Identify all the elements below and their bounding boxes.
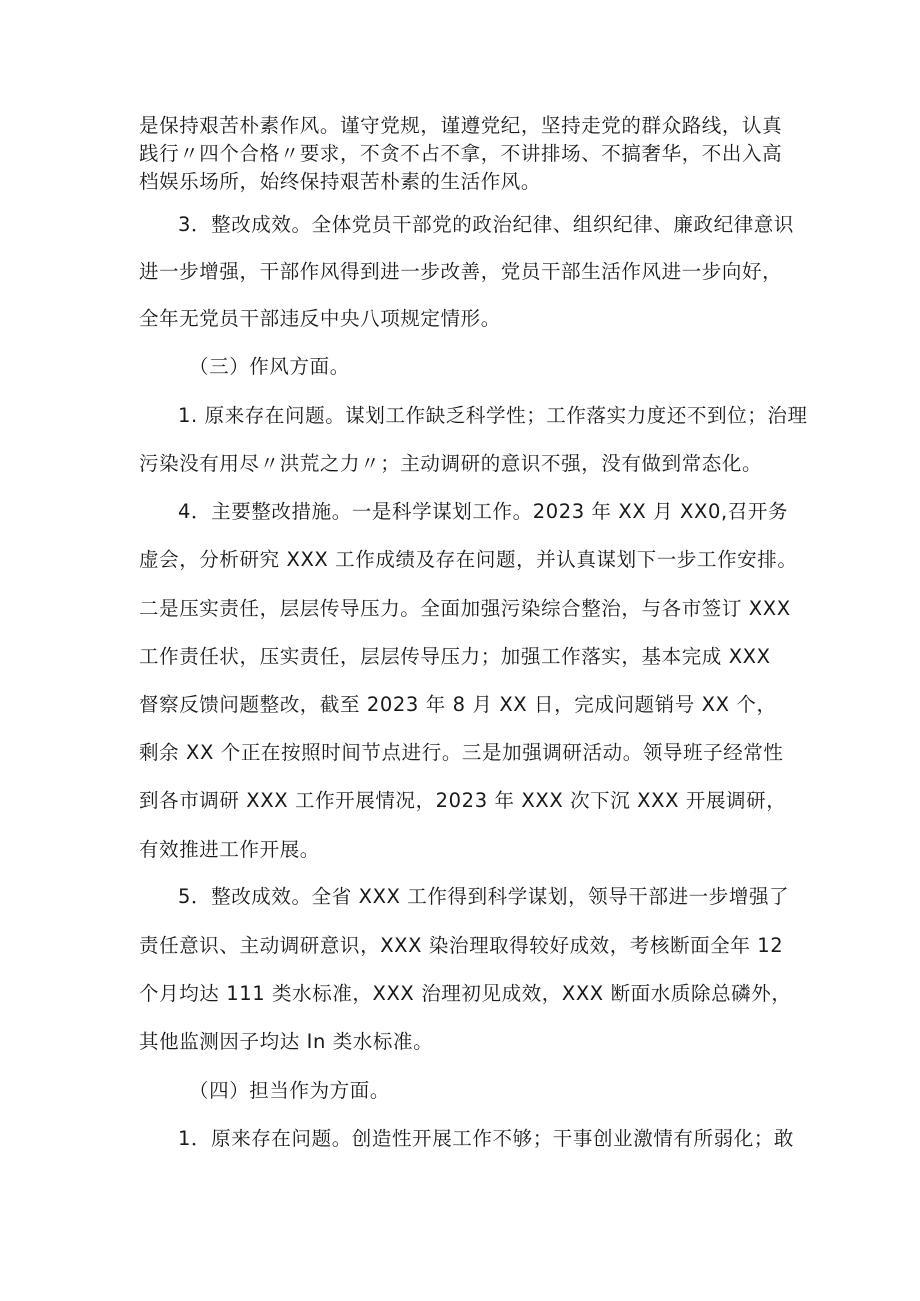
paragraph-line: 工作责任状，压实责任，层层传导压力；加强工作落实，基本完成 XXX <box>139 645 771 668</box>
paragraph-line: 进一步增强，干部作风得到进一步改善，党员干部生活作风进一步向好， <box>139 260 783 283</box>
paragraph-line: 5．整改成效。全省 XXX 工作得到科学谋划，领导干部进一步增强了 <box>178 885 790 908</box>
paragraph-line: 有效推进工作开展。 <box>139 838 320 861</box>
paragraph-line: 是保持艰苦朴素作风。谨守党规，谨遵党纪，坚持走党的群众路线，认真 <box>139 114 783 137</box>
paragraph-line: 责任意识、主动调研意识，XXX 染治理取得较好成效，考核断面全年 12 <box>139 934 784 957</box>
paragraph-line: 虚会，分析研究 XXX 工作成绩及存在问题，并认真谋划下一步工作安排。 <box>139 548 798 571</box>
paragraph-line: 其他监测因子均达 In 类水标准。 <box>139 1030 434 1053</box>
paragraph-line: 档娱乐场所，始终保持艰苦朴素的生活作风。 <box>139 170 542 193</box>
paragraph-line: 全年无党员干部违反中央八项规定情形。 <box>139 307 501 330</box>
paragraph-line: 剩余 XX 个正在按照时间节点进行。三是加强调研活动。领导班子经常性 <box>139 741 784 764</box>
paragraph-line: 督察反馈问题整改，截至 2023 年 8 月 XX 日，完成问题销号 XX 个， <box>139 693 777 716</box>
paragraph-line: 污染没有用尽〃洪荒之力〃；主动调研的意识不强，没有做到常态化。 <box>139 452 763 475</box>
paragraph-line: 个月均达 111 类水标准，XXX 治理初见成效，XXX 断面水质除总磷外， <box>139 982 792 1005</box>
paragraph-line: 践行〃四个合格〃要求，不贪不占不拿，不讲排场、不搞奢华，不出入高 <box>139 142 783 165</box>
section-heading: （四）担当作为方面。 <box>189 1079 391 1102</box>
paragraph-line: 3．整改成效。全体党员干部党的政治纪律、组织纪律、廉政纪律意识 <box>178 213 795 236</box>
paragraph-line: 二是压实责任，层层传导压力。全面加强污染综合整治，与各市签订 XXX <box>139 597 791 620</box>
paragraph-line: 1. 原来存在问题。谋划工作缺乏科学性；工作落实力度还不到位；治理 <box>178 404 808 427</box>
paragraph-line: 4．主要整改措施。一是科学谋划工作。2023 年 XX 月 XX0,召开务 <box>178 500 789 523</box>
paragraph-line: 到各市调研 XXX 工作开展情况，2023 年 XXX 次下沉 XXX 开展调研， <box>139 789 787 812</box>
section-heading: （三）作风方面。 <box>189 355 350 378</box>
paragraph-line: 1．原来存在问题。创造性开展工作不够；干事创业激情有所弱化；敢 <box>178 1127 795 1150</box>
